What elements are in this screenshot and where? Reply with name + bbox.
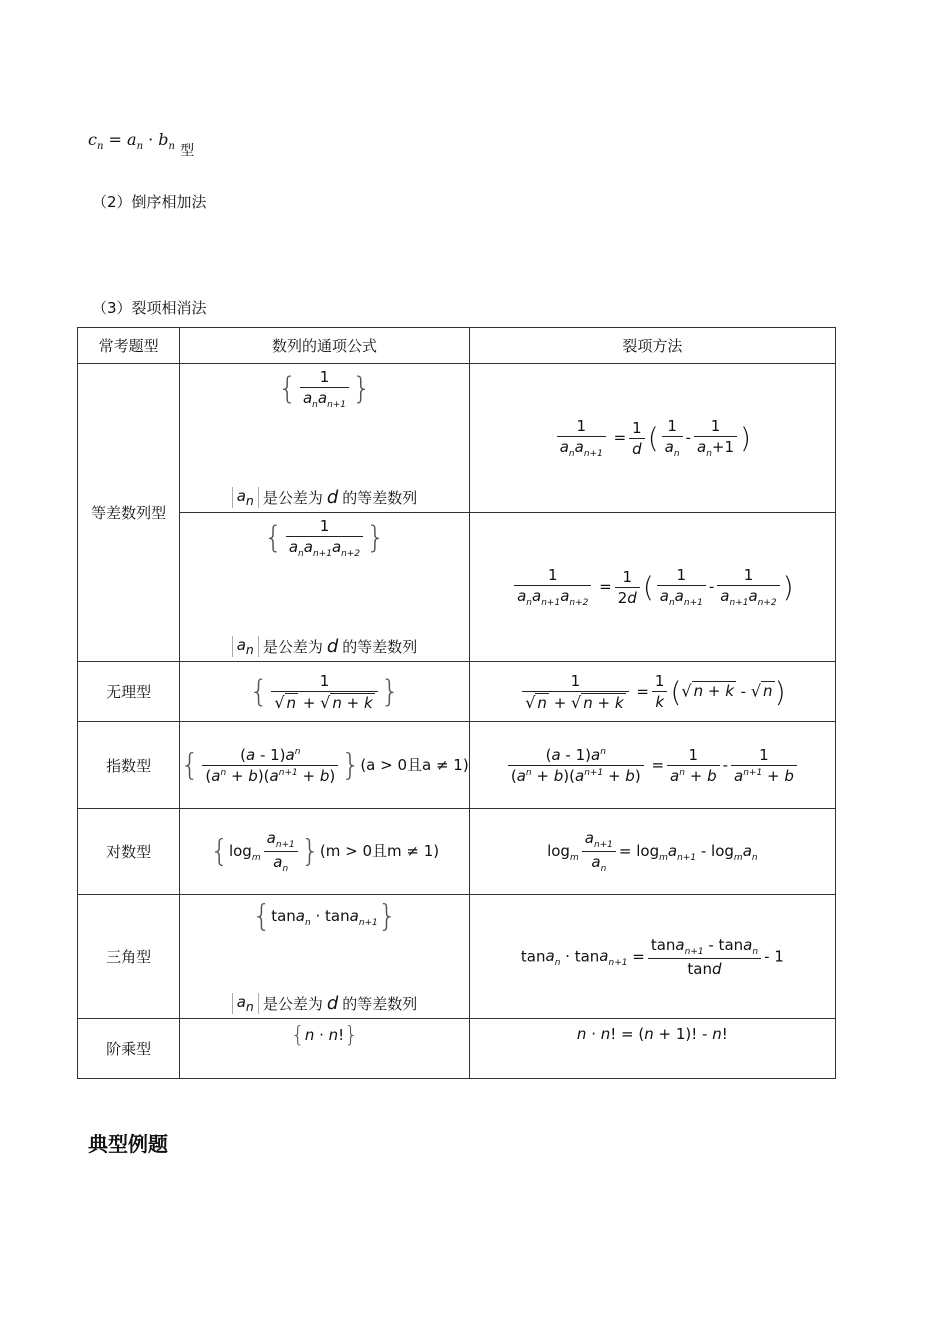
method-irrational: $\frac{1}{√ n + √ n + k}$ = $\frac{1}{k}$ (√ n + k - √ n) — [469, 662, 835, 722]
type-arithmetic: 等差数列型 — [78, 364, 180, 662]
method-arith-1: $\frac{1}{a_na_{n+1}}$ = $\frac{1}{d}$ ( $\frac{1}{a_n}$ - $\frac{1}{a_n+1}$ ) — [469, 364, 835, 513]
type-trig: 三角型 — [78, 895, 180, 1019]
table-row — [78, 513, 836, 662]
table-row — [78, 662, 836, 722]
term-exponential: { $\frac{(a - 1)a^n}{(a^n + b)(a^{n+1} + b)}$ }(a > 0且a ≠ 1) — [180, 722, 469, 809]
header-general-term: 数列的通项公式 — [180, 328, 469, 364]
section-title-examples: 典型例题 — [88, 1132, 168, 1156]
method-exponential: $\frac{(a - 1)a^n}{(a^n + b)(a^{n+1} + b)}$ = $\frac{1}{a^n + b}$ - $\frac{1}{a^{n+1} + b}$ — [469, 722, 835, 809]
type-logarithmic: 对数型 — [78, 809, 180, 895]
method-logarithmic: $\log_m$ $\frac{a_{n+1}}{a_n}$ = $\log_ma_{n+1} - \log_ma_n$ — [469, 809, 835, 895]
type-exponential: 指数型 — [78, 722, 180, 809]
table-row — [78, 809, 836, 895]
table-row — [78, 1019, 836, 1079]
heading-split-term: （3）裂项相消法 — [92, 299, 207, 317]
method-arith-2: $\frac{1}{a_na_{n+1}a_{n+2}}$ = $\frac{1}{2d}$ ( $\frac{1}{a_na_{n+1}}$ - $\frac{1}{a_{n+1}a_{n+2}}$ ) — [469, 513, 835, 662]
split-term-table — [77, 327, 836, 1079]
term-arith-2: { $\frac{1}{a_na_{n+1}a_{n+2}}$ } $a_n$ 是公差为 d 的等差数列 — [180, 513, 469, 662]
term-factorial: {n · n!} — [180, 1019, 469, 1079]
condition-log: (m > 0且m ≠ 1) — [319, 842, 440, 860]
table-header-row — [78, 328, 836, 364]
table-row — [78, 364, 836, 513]
heading-reverse-add: （2）倒序相加法 — [92, 193, 207, 211]
condition-exp: (a > 0且a ≠ 1) — [360, 755, 469, 774]
method-factorial: n · n! = (n + 1)! - n! — [469, 1019, 835, 1079]
table-row — [78, 895, 836, 1019]
term-logarithmic: {$\log_m$ $\frac{a_{n+1}}{a_n}$ }(m > 0且m ≠ 1) — [180, 809, 469, 895]
term-trig: {tana$_n$ · tana$_{n+1}$} $a_n$ 是公差为 d 的等差数列 — [180, 895, 469, 1019]
cn-an-bn-formula: $c_n = a_n \cdot b_n$ 型 — [88, 130, 195, 159]
table-row — [78, 722, 836, 809]
arith-desc: $a_n$ 是公差为 d 的等差数列 — [232, 487, 418, 508]
header-method: 裂项方法 — [469, 328, 835, 364]
arith-desc: $a_n$ 是公差为 d 的等差数列 — [232, 636, 418, 657]
arith-desc: $a_n$ 是公差为 d 的等差数列 — [232, 993, 418, 1014]
term-arith-1: { $\frac{1}{a_na_{n+1}}$ } $a_n$ 是公差为 d 的等差数列 — [180, 364, 469, 513]
type-suffix: 型 — [180, 143, 195, 159]
term-irrational: { $\frac{1}{√ n + √ n + k}$ } — [180, 662, 469, 722]
method-trig: tana$_n$ · tana$_{n+1}$ = $\frac{\tan a_{n+1} - \tan a_n}{\tan d}$ - 1 — [469, 895, 835, 1019]
header-type: 常考题型 — [78, 328, 180, 364]
type-factorial: 阶乘型 — [78, 1019, 180, 1079]
type-irrational: 无理型 — [78, 662, 180, 722]
